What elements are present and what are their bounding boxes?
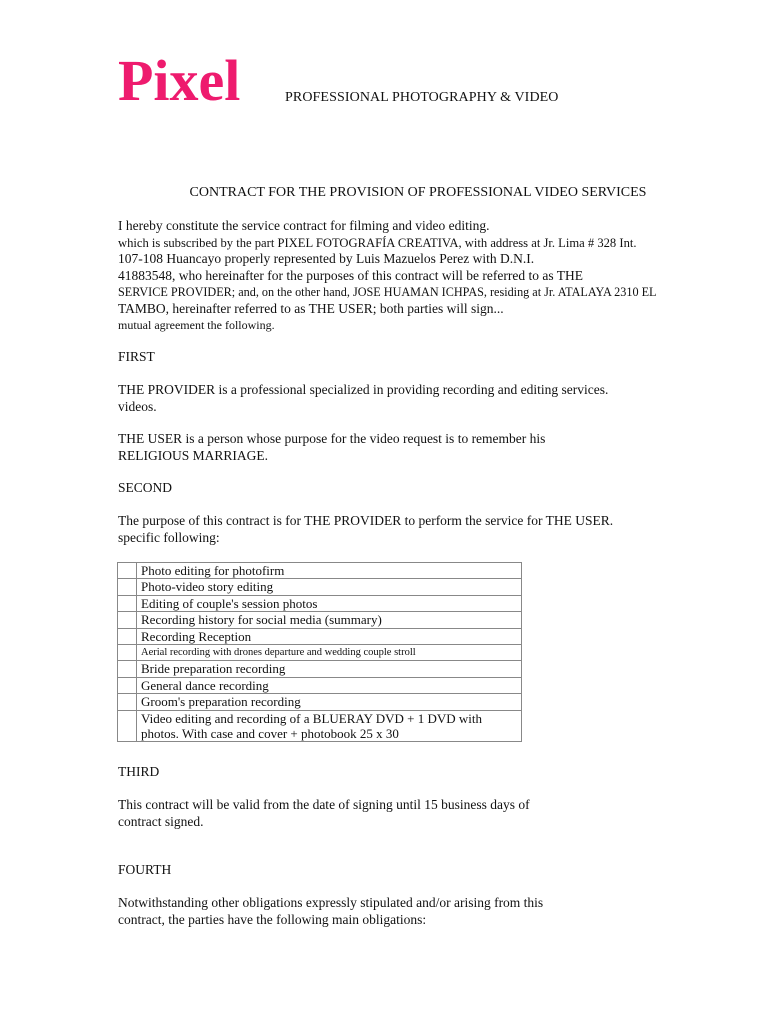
checkbox-cell [118, 612, 137, 628]
services-table [117, 562, 522, 742]
third-paragraph [118, 797, 530, 830]
section-heading-third: THIRD [118, 764, 160, 779]
paragraph-line: contract, the parties have the following main obligations: [118, 911, 427, 927]
intro-line: mutual agreement the following. [118, 318, 275, 332]
checkbox-cell [118, 595, 137, 611]
paragraph-line: contract signed. [118, 813, 204, 829]
checkbox-cell [118, 710, 137, 742]
table-row [118, 579, 522, 595]
section-heading-first: FIRST [118, 349, 155, 364]
service-cell-line: Video editing and recording of a BLUERAY DVD + 1 DVD with [141, 710, 483, 726]
service-cell: Editing of couple's session photos [137, 595, 522, 611]
service-cell: Recording Reception [137, 628, 522, 644]
paragraph-line: This contract will be valid from the date of signing until 15 business days of [118, 797, 530, 812]
fourth-paragraph [118, 895, 543, 928]
service-cell: Groom's preparation recording [137, 694, 522, 710]
table-row [118, 661, 522, 677]
intro-line: 107-108 Huancayo properly represented by Luis Mazuelos Perez with D.N.I. [118, 251, 535, 266]
intro-line: which is subscribed by the part PIXEL FOTOGRAFÍA CREATIVA, with address at Jr. Lima # 328 Int. [118, 235, 637, 250]
checkbox-cell [118, 563, 137, 579]
service-cell: Photo-video story editing [137, 579, 522, 595]
intro-line: SERVICE PROVIDER; and, on the other hand, JOSE HUAMAN ICHPAS, residing at Jr. ATALAYA 2310 EL [118, 285, 657, 299]
table-row [118, 694, 522, 710]
section-heading-second: SECOND [118, 480, 173, 495]
intro-paragraph [118, 218, 656, 334]
table-row [118, 595, 522, 611]
service-cell: General dance recording [137, 677, 522, 693]
first-paragraph-provider [118, 382, 608, 415]
intro-line: TAMBO, hereinafter referred to as THE USER; both parties will sign... [118, 300, 504, 316]
tagline: PROFESSIONAL PHOTOGRAPHY & VIDEO [285, 90, 559, 105]
service-cell: Aerial recording with drones departure and wedding couple stroll [137, 645, 522, 661]
checkbox-cell [118, 579, 137, 595]
checkbox-cell [118, 694, 137, 710]
checkbox-cell [118, 645, 137, 661]
first-paragraph-user [118, 431, 545, 464]
paragraph-line: THE PROVIDER is a professional specialized in providing recording and editing services. [118, 382, 609, 397]
paragraph-line: videos. [118, 398, 157, 414]
paragraph-line: The purpose of this contract is for THE PROVIDER to perform the service for THE USER. [118, 513, 614, 528]
pixel-logo: Pixel [118, 48, 241, 113]
table-row [118, 612, 522, 628]
service-cell: Bride preparation recording [137, 661, 522, 677]
service-cell-line: photos. With case and cover + photobook 25 x 30 [141, 726, 399, 742]
service-cell [137, 710, 522, 742]
second-paragraph [118, 513, 613, 546]
checkbox-cell [118, 628, 137, 644]
service-cell: Recording history for social media (summary) [137, 612, 522, 628]
contract-title: CONTRACT FOR THE PROVISION OF PROFESSIONAL VIDEO SERVICES [189, 185, 647, 200]
paragraph-line: THE USER is a person whose purpose for the video request is to remember his [118, 431, 546, 446]
service-cell: Photo editing for photofirm [137, 563, 522, 579]
section-heading-fourth: FOURTH [118, 862, 172, 877]
intro-line: 41883548, who hereinafter for the purposes of this contract will be referred to as THE [118, 267, 583, 283]
table-row [118, 710, 522, 742]
table-row [118, 628, 522, 644]
table-row [118, 677, 522, 693]
table-row [118, 645, 522, 661]
table-row [118, 563, 522, 579]
checkbox-cell [118, 677, 137, 693]
checkbox-cell [118, 661, 137, 677]
intro-line: I hereby constitute the service contract for filming and video editing. [118, 218, 490, 233]
paragraph-line: RELIGIOUS MARRIAGE. [118, 447, 268, 463]
paragraph-line: specific following: [118, 529, 220, 545]
paragraph-line: Notwithstanding other obligations expressly stipulated and/or arising from this [118, 895, 544, 910]
